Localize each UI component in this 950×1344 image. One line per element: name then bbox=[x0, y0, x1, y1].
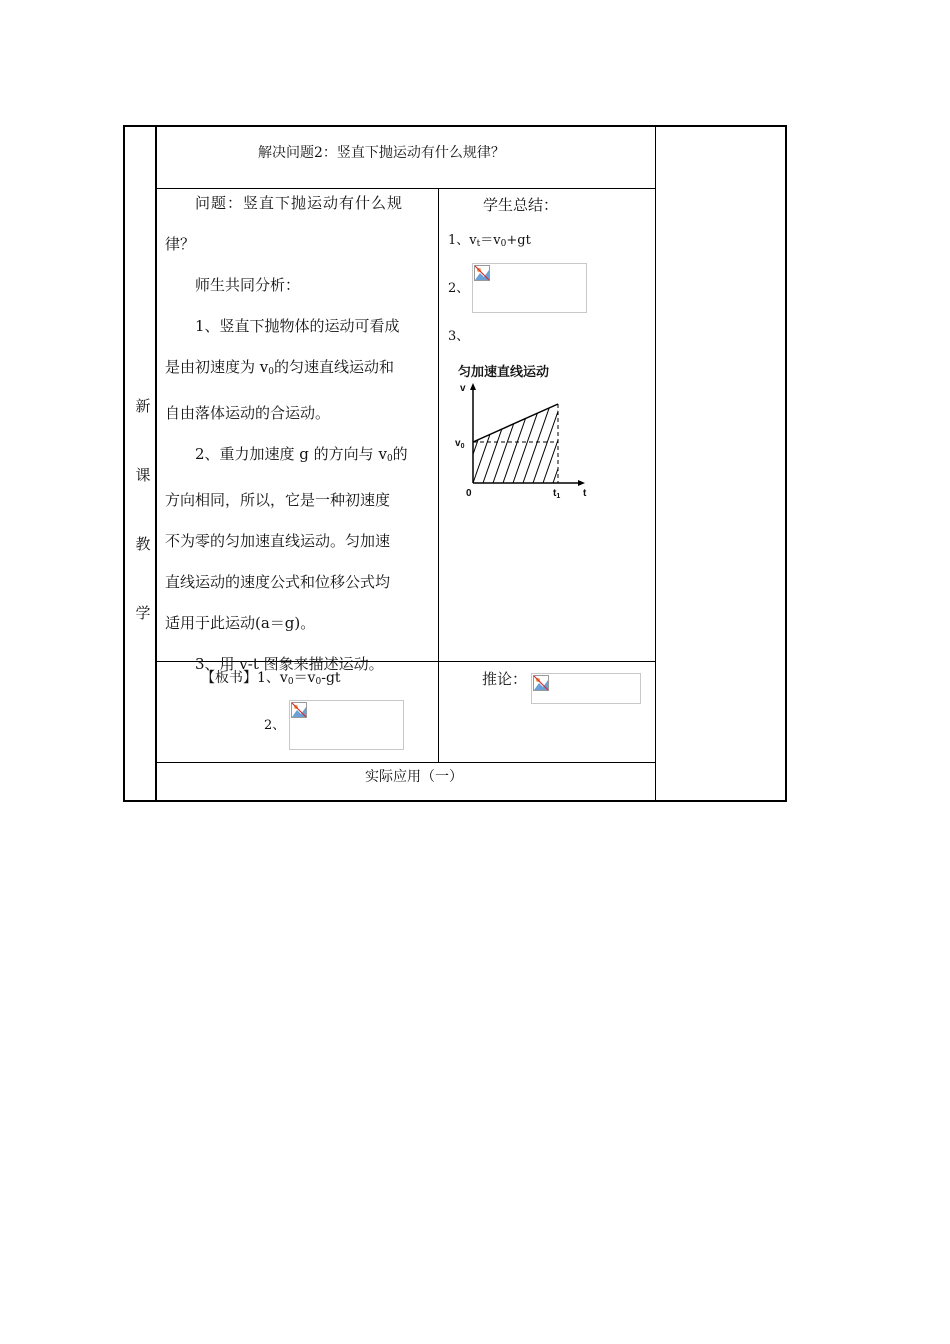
broken-image bbox=[289, 700, 404, 750]
summary-title: 学生总结： bbox=[483, 196, 559, 214]
board-sub1: 0 bbox=[287, 677, 294, 687]
broken-image-icon bbox=[533, 675, 549, 691]
board-line-1 bbox=[201, 668, 341, 692]
x-axis-arrow bbox=[578, 480, 585, 486]
graph-y-label: v bbox=[460, 383, 466, 394]
item1-sub: t bbox=[476, 239, 481, 249]
row-divider-footer bbox=[155, 762, 656, 763]
point2-line-d: 直线运动的速度公式和位移公式均 bbox=[165, 573, 391, 591]
question-line-1: 问题：竖直下抛运动有什么规 bbox=[195, 194, 404, 212]
header-title: 解决问题2：竖直下抛运动有什么规律？ bbox=[258, 145, 505, 161]
table-border-right bbox=[785, 125, 787, 802]
item1-mid: ＝v bbox=[480, 233, 501, 248]
point1-line-b bbox=[165, 347, 433, 393]
footer-title: 实际应用（一） bbox=[365, 769, 463, 785]
point2-pre: 2、重力加速度 g 的方向与 v bbox=[195, 445, 387, 463]
table-border-inner-left bbox=[155, 125, 157, 802]
column-divider bbox=[438, 189, 439, 762]
table-border-left bbox=[123, 125, 125, 802]
summary-item-1 bbox=[448, 231, 531, 254]
section-label-char: 学 bbox=[135, 604, 151, 622]
graph-title: 匀加速直线运动 bbox=[458, 364, 550, 379]
point2-line-c: 不为零的匀加速直线运动。匀加速 bbox=[165, 532, 391, 550]
y-axis-arrow bbox=[470, 383, 476, 390]
item1-sub2: 0 bbox=[500, 239, 507, 249]
point1-pre: 是由初速度为 v bbox=[165, 358, 269, 376]
summary-item-2-num: 2、 bbox=[448, 281, 470, 296]
broken-image-icon bbox=[474, 265, 490, 281]
section-label-char: 课 bbox=[135, 466, 151, 484]
vt-graph bbox=[453, 357, 603, 502]
broken-image bbox=[472, 263, 587, 313]
board-item-2-num: 2、 bbox=[264, 718, 286, 733]
board-sub2: 0 bbox=[315, 677, 322, 687]
item1-v: v bbox=[469, 233, 477, 248]
point1-post: 的匀速直线运动和 bbox=[273, 358, 394, 376]
graph-v0-label: $v_0$ bbox=[455, 438, 465, 450]
inference-label: 推论： bbox=[482, 670, 528, 688]
graph-x-label: t bbox=[583, 488, 587, 499]
table-border-top bbox=[123, 125, 787, 127]
table-border-right-inner bbox=[655, 125, 656, 802]
graph-t1-label: $t_1$ bbox=[553, 488, 561, 500]
point2-line-e: 适用于此运动(a＝g)。 bbox=[165, 614, 316, 632]
item1-num: 1、 bbox=[448, 233, 470, 248]
point2-line-a bbox=[165, 434, 433, 480]
lesson-table bbox=[123, 125, 787, 802]
graph-origin-label: 0 bbox=[466, 488, 472, 499]
left-column-text bbox=[165, 183, 433, 685]
section-label-char: 教 bbox=[135, 535, 151, 553]
point2-sub: 0 bbox=[386, 454, 393, 464]
item1-tail: +gt bbox=[506, 233, 531, 248]
broken-image bbox=[531, 673, 641, 704]
velocity-line bbox=[473, 404, 558, 442]
point1-line-c: 自由落体运动的合运动。 bbox=[165, 404, 331, 422]
summary-item-3-num: 3、 bbox=[448, 329, 470, 344]
table-border-bottom bbox=[123, 800, 787, 802]
point1-line-a: 1、竖直下抛物体的运动可看成 bbox=[195, 317, 400, 335]
board-mid: ＝v bbox=[293, 670, 316, 686]
point2-line-b: 方向相同，所以，它是一种初速度 bbox=[165, 491, 391, 509]
point2-post: 的 bbox=[392, 445, 408, 463]
point3-line: 3、用 v-t 图象来描述运动。 bbox=[195, 655, 384, 673]
hatch-area bbox=[463, 397, 583, 483]
board-tail: -gt bbox=[321, 670, 341, 686]
broken-image-icon bbox=[291, 702, 307, 718]
analysis-heading: 师生共同分析： bbox=[195, 276, 301, 294]
section-label-char: 新 bbox=[135, 397, 151, 415]
point1-sub: 0 bbox=[268, 367, 274, 377]
board-label: 【板书】1、v bbox=[201, 670, 288, 686]
question-line-2: 律？ bbox=[165, 235, 196, 253]
